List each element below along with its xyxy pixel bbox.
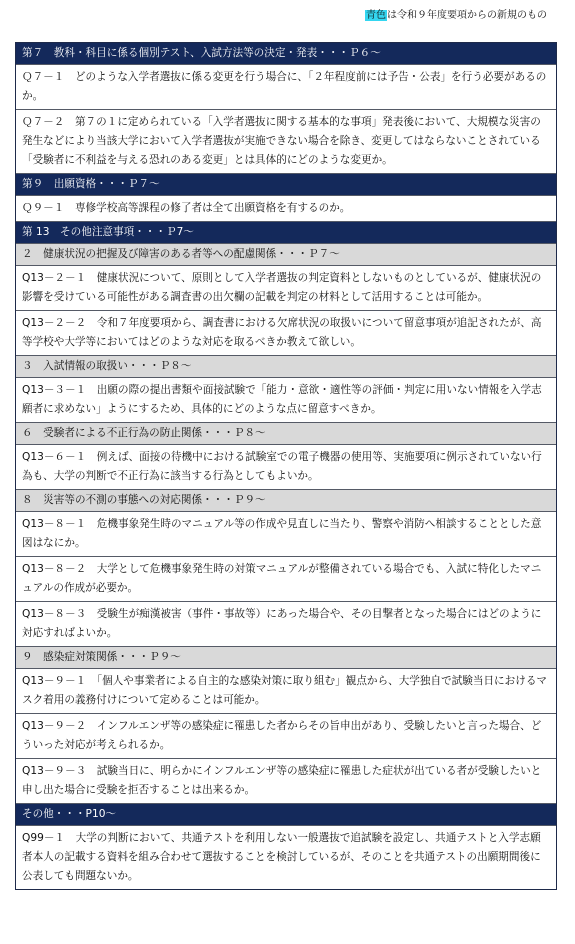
question-row: Q13－９－２ インフルエンザ等の感染症に罹患した者からその旨申出があり、受験したいと言った場合、どういった対応が考えられるか。	[16, 713, 556, 758]
question-row: Q99－１ 大学の判断において、共通テストを利用しない一般選抜で追試験を設定し、共通テストと入学志願者本人の記載する資料を組み合わせて選抜することを検討しているが、そのことを共通テストの出願期間後に公表しても問題ないか。	[16, 825, 556, 889]
question-row: Q13－３－１ 出願の際の提出書類や面接試験で「能力・意欲・適性等の評価・判定に用いない情報を入学志願者に求めない」ようにするため、具体的にどのような点に留意すべきか。	[16, 377, 556, 422]
question-row: Q13－９－１ 「個人や事業者による自主的な感染対策に取り組む」観点から、大学独自で試験当日におけるマスク着用の義務付けについて定めることは可能か。	[16, 668, 556, 713]
question-row: Q13－８－１ 危機事象発生時のマニュアル等の作成や見直しに当たり、警察や消防へ相談することとした意図はなにか。	[16, 511, 556, 556]
question-row: Q13－８－２ 大学として危機事象発生時の対策マニュアルが整備されている場合でも、入試に特化したマニュアルの作成が必要か。	[16, 556, 556, 601]
subsection-header: ３ 入試情報の取扱い・・・Ｐ８～	[16, 355, 556, 377]
subsection-header: ２ 健康状況の把握及び障害のある者等への配慮関係・・・Ｐ７～	[16, 243, 556, 265]
subsection-header: ９ 感染症対策関係・・・Ｐ９～	[16, 646, 556, 668]
subsection-header: ８ 災害等の不測の事態への対応関係・・・Ｐ９～	[16, 489, 556, 511]
question-row: Q13－９－３ 試験当日に、明らかにインフルエンザ等の感染症に罹患した症状が出ている者が受験したいと申し出た場合に受験を拒否することは出来るか。	[16, 758, 556, 803]
legend-highlight-swatch: 青色	[366, 10, 386, 21]
question-row: Q13－６－１ 例えば、面接の待機中における試験室での電子機器の使用等、実施要項に例示されていない行為も、大学の判断で不正行為に該当する行為としてもよいか。	[16, 444, 556, 489]
subsection-header: ６ 受験者による不正行為の防止関係・・・Ｐ８～	[16, 422, 556, 444]
section-header: 第 13 その他注意事項・・・Ｐ7～	[16, 221, 556, 243]
faq-index-table	[15, 42, 557, 890]
section-header: 第７ 教科・科目に係る個別テスト、入試方法等の決定・発表・・・Ｐ６～	[16, 43, 556, 64]
question-row: Ｑ７－１ どのような入学者選抜に係る変更を行う場合に、「２年程度前には予告・公表」を行う必要があるのか。	[16, 64, 556, 109]
question-row: Ｑ７－２ 第７の１に定められている「入学者選抜に関する基本的な事項」発表後において、大規模な災害の発生などにより当該大学において入学者選抜が実施できない場合を除き、変更してはならないことされている「受験者に不利益を与える恐れのある変更」とは具体的にどのような変更か。	[16, 109, 556, 173]
section-header: その他・・・P10～	[16, 803, 556, 825]
question-row: Q13－８－３ 受験生が痴漢被害（事件・事故等）にあった場合や、その目撃者となった場合にはどのように対応すればよいか。	[16, 601, 556, 646]
section-header: 第９ 出願資格・・・Ｐ７～	[16, 173, 556, 195]
legend-text: は令和９年度要項からの新規のもの	[387, 10, 547, 21]
question-row: Ｑ９－１ 専修学校高等課程の修了者は全て出願資格を有するのか。	[16, 195, 556, 221]
question-row: Q13－２－１ 健康状況について、原則として入学者選抜の判定資料としないものとしているが、健康状況の影響を受けている可能性がある調査書の出欠欄の記載を判定の材料として活用することは可能か。	[16, 265, 556, 310]
legend	[365, 9, 547, 23]
question-row: Q13－２－２ 令和７年度要項から、調査書における欠席状況の取扱いについて留意事項が追記されたが、高等学校や大学等においてはどのような対応を取るべきか教えて欲しい。	[16, 310, 556, 355]
